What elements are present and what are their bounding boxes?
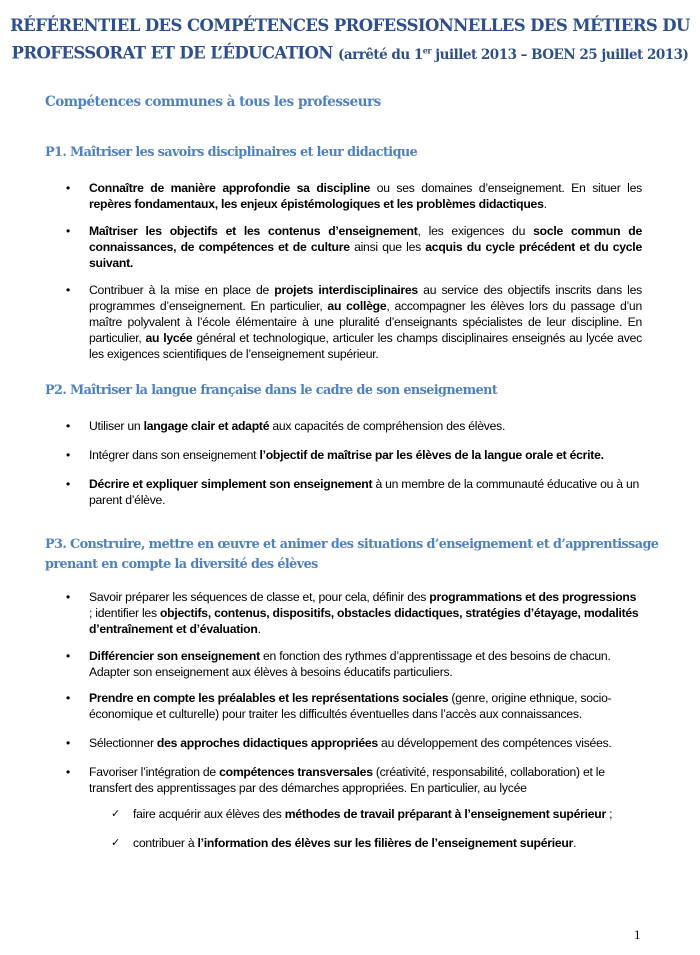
body-text: ainsi que les [349, 240, 426, 254]
bullet-icon: • [66, 691, 70, 705]
body-text: Utiliser un [89, 419, 144, 433]
item-text [89, 691, 611, 721]
emphasis-text: l’objectif de maîtrise par les élèves de la langue orale et écrite. [259, 448, 604, 462]
body-text: . [257, 622, 261, 636]
bullet-icon: • [66, 649, 70, 663]
title-line-2-main: PROFESSORAT ET DE L’ÉDUCATION [11, 43, 333, 63]
item-text [89, 736, 612, 750]
title-ref-part-a: (arrêté du 1 [337, 46, 423, 63]
emphasis-text: Décrire et expliquer simplement son enseignement [89, 477, 373, 491]
list-item [66, 589, 642, 637]
body-text: Savoir préparer les séquences de classe et, pour cela, définir des [89, 590, 430, 604]
bullet-icon: • [66, 419, 70, 433]
list-item [66, 282, 643, 362]
emphasis-text: langage clair et adapté [143, 419, 270, 433]
emphasis-text: Prendre en compte les préalables et les représentations sociales [89, 691, 449, 705]
body-text: en fonction des rythmes d’apprentissage et des besoins de chacun. Adapter son enseignement aux élèves à besoins éducatifs particuliers. [89, 649, 611, 679]
title-ref-sup: er [422, 45, 432, 55]
page-number: 1 [634, 927, 641, 942]
check-icon: ✓ [111, 808, 120, 820]
body-text: faire acquérir aux élèves des [133, 807, 285, 821]
item-text [89, 765, 605, 795]
body-text: au développement des compétences visées. [377, 736, 612, 750]
emphasis-text: compétences transversales [219, 765, 373, 779]
sub-list-item [111, 835, 653, 851]
body-text: ; [605, 807, 613, 821]
emphasis-text: au lycée [145, 331, 193, 345]
item-text [89, 283, 642, 361]
emphasis-text: objectifs, contenus, dispositifs, obstacles didactiques, stratégies d’étayage, modalités d’entraînement et d’évaluation [89, 606, 639, 636]
emphasis-text: projets interdisciplinaires [274, 283, 418, 297]
emphasis-text: méthodes de travail préparant à l’enseignement supérieur [284, 807, 606, 821]
item-text [133, 807, 612, 821]
body-text: (créativité, responsabilité, collaboration) et le transfert des apprentissages par des démarches appropriées. En particulier, au lycée [89, 765, 605, 795]
item-text [89, 224, 642, 270]
emphasis-text: socle commun de connaissances, de compétences et de culture [89, 224, 642, 254]
bullet-icon: • [66, 477, 70, 491]
emphasis-text: des approches didactiques appropriées [156, 736, 378, 750]
body-text: (genre, origine ethnique, socio-économique et culturelle) pour traiter les difficultés éventuelles dans l’accès aux connaissances. [89, 691, 612, 721]
emphasis-text: Différencier son enseignement [89, 649, 260, 663]
item-text [89, 649, 611, 679]
body-text: . [543, 197, 547, 211]
body-text: aux capacités de compréhension des élèves. [269, 419, 506, 433]
body-text: Favoriser l’intégration de [89, 765, 220, 779]
emphasis-text: programmations et des progressions [429, 590, 637, 604]
list-item [66, 180, 642, 212]
check-icon: ✓ [111, 837, 120, 849]
item-text [89, 590, 638, 636]
item-text [89, 477, 639, 507]
sub-list-item [111, 806, 653, 822]
body-text: à un membre de la communauté éducative ou à un parent d’élève. [89, 477, 640, 507]
emphasis-text: acquis du cycle précédent et du cycle suivant. [89, 240, 642, 270]
body-text: , accompagner les élèves lors du passage d’un maître polyvalent à l’école élémentaire à une pluralité d’enseignants spécialistes de leur discipline. En particulier, [89, 299, 642, 345]
body-text: contribuer à [133, 836, 198, 850]
emphasis-text: Maîtriser les objectifs et les contenus d’enseignement [89, 224, 418, 238]
body-text: Contribuer à la mise en place de [89, 283, 275, 297]
list-item [66, 447, 642, 463]
list-item [66, 223, 642, 271]
body-text: Intégrer dans son enseignement [89, 448, 260, 462]
list-item [66, 735, 642, 751]
bullet-icon: • [66, 736, 70, 750]
bullet-icon: • [66, 283, 70, 297]
item-text [89, 448, 604, 462]
body-text: . [573, 836, 577, 850]
competence-heading-p1: P1. Maîtriser les savoirs disciplinaires et leur didactique [45, 145, 418, 160]
emphasis-text: Connaître de manière approfondie sa discipline [89, 181, 371, 195]
item-text [89, 419, 505, 433]
competence-heading-p2: P2. Maîtriser la langue française dans le cadre de son enseignement [45, 383, 498, 398]
emphasis-text: repères fondamentaux, les enjeux épistémologiques et les problèmes didactiques [89, 197, 544, 211]
title-reference [338, 47, 688, 63]
bullet-icon: • [66, 224, 70, 238]
body-text: ; identifier les [89, 606, 160, 620]
bullet-icon: • [66, 181, 70, 195]
body-text: Sélectionner [89, 736, 157, 750]
bullet-icon: • [66, 448, 70, 462]
list-item [66, 476, 642, 508]
list-item [66, 690, 642, 722]
item-text [89, 181, 642, 211]
body-text: au service des objectifs inscrits dans les programmes d’enseignement. En particulier, [89, 283, 642, 313]
body-text: , les exigences du [417, 224, 534, 238]
body-text: général et technologique, articuler les champs disciplinaires enseignés au lycée avec les exigences scientifiques de l’enseignement supérieur. [89, 331, 643, 361]
bullet-icon: • [66, 765, 70, 779]
title-ref-part-b: juillet 2013 – BOEN 25 juillet 2013) [431, 46, 689, 63]
body-text: ou ses domaines d’enseignement. En situer les [370, 181, 642, 195]
competence-heading-p3: P3. Construire, mettre en œuvre et animer des situations d’enseignement et d’apprentissage prenant en compte la diversité des élèves [45, 537, 659, 572]
item-text [133, 836, 576, 850]
list-item [66, 418, 642, 434]
bullet-icon: • [66, 590, 70, 604]
title-line-2 [0, 38, 700, 68]
list-item [66, 648, 642, 680]
emphasis-text: au collège [327, 299, 387, 313]
title-line-1: RÉFÉRENTIEL DES COMPÉTENCES PROFESSIONNELLES DES MÉTIERS DU [10, 16, 690, 35]
list-item [66, 764, 642, 796]
emphasis-text: l’information des élèves sur les filières de l’enseignement supérieur [197, 836, 574, 850]
section-heading: Compétences communes à tous les professeurs [45, 94, 381, 110]
document-title [0, 13, 700, 68]
